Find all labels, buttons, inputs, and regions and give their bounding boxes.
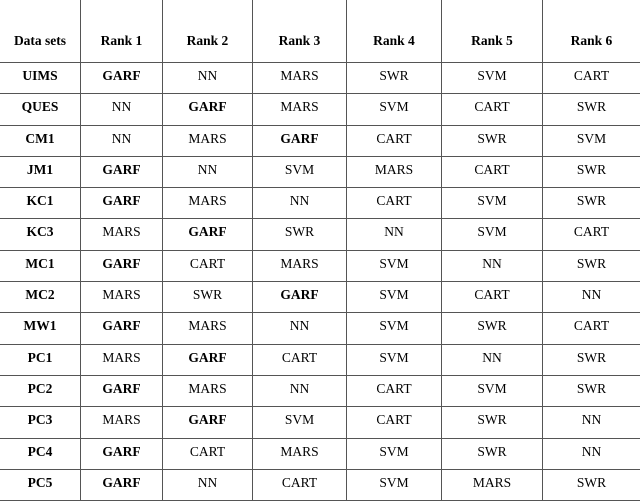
rank-cell: SWR xyxy=(543,375,640,406)
rank-cell: GARF xyxy=(163,344,253,375)
rank-cell: NN xyxy=(253,375,347,406)
rank-cell: MARS xyxy=(163,313,253,344)
rank-cell: MARS xyxy=(253,63,347,94)
table-row xyxy=(0,219,640,250)
dataset-name-cell: KC3 xyxy=(0,219,81,250)
rank-cell: CART xyxy=(347,188,442,219)
header-row xyxy=(0,0,640,63)
table-row xyxy=(0,375,640,406)
rank-cell: SVM xyxy=(442,63,543,94)
rank-cell: GARF xyxy=(163,219,253,250)
rank-cell: SVM xyxy=(442,188,543,219)
rank-cell: SWR xyxy=(442,125,543,156)
table-row xyxy=(0,63,640,94)
column-header: Rank 4 xyxy=(347,0,442,63)
rank-cell: NN xyxy=(347,219,442,250)
rank-cell: MARS xyxy=(253,94,347,125)
rank-cell: SWR xyxy=(543,188,640,219)
rank-cell: SWR xyxy=(347,63,442,94)
dataset-name-cell: CM1 xyxy=(0,125,81,156)
rank-cell: CART xyxy=(253,469,347,500)
rank-cell: MARS xyxy=(163,125,253,156)
rank-cell: SWR xyxy=(442,407,543,438)
rank-cell: SWR xyxy=(543,250,640,281)
rank-cell: GARF xyxy=(81,63,163,94)
rank-cell: NN xyxy=(543,407,640,438)
rank-cell: SVM xyxy=(347,344,442,375)
rank-cell: CART xyxy=(442,156,543,187)
rank-cell: SWR xyxy=(543,469,640,500)
rank-cell: NN xyxy=(81,125,163,156)
rank-cell: GARF xyxy=(81,375,163,406)
dataset-name-cell: MC1 xyxy=(0,250,81,281)
rank-cell: GARF xyxy=(81,313,163,344)
dataset-name-cell: QUES xyxy=(0,94,81,125)
rank-cell: MARS xyxy=(253,250,347,281)
dataset-name-cell: PC4 xyxy=(0,438,81,469)
rank-cell: GARF xyxy=(81,438,163,469)
table-row xyxy=(0,438,640,469)
table-row xyxy=(0,313,640,344)
rank-cell: NN xyxy=(163,469,253,500)
rank-cell: MARS xyxy=(347,156,442,187)
dataset-name-cell: MC2 xyxy=(0,282,81,313)
rank-cell: NN xyxy=(442,344,543,375)
rank-cell: MARS xyxy=(163,375,253,406)
rank-cell: MARS xyxy=(163,188,253,219)
rank-cell: SVM xyxy=(347,94,442,125)
rank-cell: CART xyxy=(347,375,442,406)
rank-cell: MARS xyxy=(81,344,163,375)
rank-cell: CART xyxy=(442,94,543,125)
rank-cell: MARS xyxy=(253,438,347,469)
rank-cell: CART xyxy=(163,250,253,281)
rank-cell: SVM xyxy=(253,156,347,187)
rank-cell: SWR xyxy=(543,94,640,125)
rank-cell: SWR xyxy=(442,313,543,344)
rank-cell: GARF xyxy=(163,94,253,125)
table-row xyxy=(0,344,640,375)
rank-cell: SVM xyxy=(347,282,442,313)
table-row xyxy=(0,469,640,500)
rank-cell: NN xyxy=(163,63,253,94)
rank-cell: GARF xyxy=(81,469,163,500)
rank-cell: CART xyxy=(543,313,640,344)
table-row xyxy=(0,188,640,219)
rank-cell: CART xyxy=(163,438,253,469)
dataset-name-cell: PC3 xyxy=(0,407,81,438)
rank-cell: SVM xyxy=(347,250,442,281)
rank-cell: MARS xyxy=(81,407,163,438)
dataset-name-cell: KC1 xyxy=(0,188,81,219)
table-row xyxy=(0,125,640,156)
rank-cell: MARS xyxy=(442,469,543,500)
rank-cell: CART xyxy=(253,344,347,375)
rank-cell: MARS xyxy=(81,219,163,250)
rank-cell: NN xyxy=(81,94,163,125)
rank-cell: NN xyxy=(253,188,347,219)
rank-cell: GARF xyxy=(253,125,347,156)
rank-cell: SWR xyxy=(442,438,543,469)
rank-cell: SVM xyxy=(347,313,442,344)
rank-cell: NN xyxy=(543,282,640,313)
rank-cell: CART xyxy=(543,63,640,94)
dataset-name-cell: PC1 xyxy=(0,344,81,375)
rank-cell: NN xyxy=(543,438,640,469)
rank-cell: GARF xyxy=(163,407,253,438)
rank-cell: SVM xyxy=(442,219,543,250)
dataset-name-cell: MW1 xyxy=(0,313,81,344)
column-header: Rank 3 xyxy=(253,0,347,63)
rank-cell: GARF xyxy=(81,156,163,187)
rank-cell: SVM xyxy=(543,125,640,156)
column-header: Data sets xyxy=(0,0,81,63)
rank-cell: MARS xyxy=(81,282,163,313)
table-row xyxy=(0,94,640,125)
column-header: Rank 2 xyxy=(163,0,253,63)
rank-cell: CART xyxy=(347,407,442,438)
rank-cell: GARF xyxy=(253,282,347,313)
rank-cell: SWR xyxy=(253,219,347,250)
rank-cell: SVM xyxy=(347,438,442,469)
rank-cell: SWR xyxy=(163,282,253,313)
column-header: Rank 5 xyxy=(442,0,543,63)
dataset-name-cell: PC5 xyxy=(0,469,81,500)
rank-cell: SWR xyxy=(543,156,640,187)
dataset-name-cell: JM1 xyxy=(0,156,81,187)
rank-cell: CART xyxy=(442,282,543,313)
rank-cell: SVM xyxy=(347,469,442,500)
dataset-name-cell: PC2 xyxy=(0,375,81,406)
rank-cell: NN xyxy=(253,313,347,344)
rank-cell: CART xyxy=(347,125,442,156)
column-header: Rank 1 xyxy=(81,0,163,63)
rank-cell: SVM xyxy=(253,407,347,438)
dataset-name-cell: UIMS xyxy=(0,63,81,94)
rank-cell: CART xyxy=(543,219,640,250)
rank-cell: NN xyxy=(163,156,253,187)
table-row xyxy=(0,407,640,438)
rank-cell: SVM xyxy=(442,375,543,406)
table-row xyxy=(0,250,640,281)
rank-cell: NN xyxy=(442,250,543,281)
rank-cell: GARF xyxy=(81,188,163,219)
rank-cell: GARF xyxy=(81,250,163,281)
rank-cell: SWR xyxy=(543,344,640,375)
table-row xyxy=(0,282,640,313)
table-row xyxy=(0,156,640,187)
column-header: Rank 6 xyxy=(543,0,640,63)
